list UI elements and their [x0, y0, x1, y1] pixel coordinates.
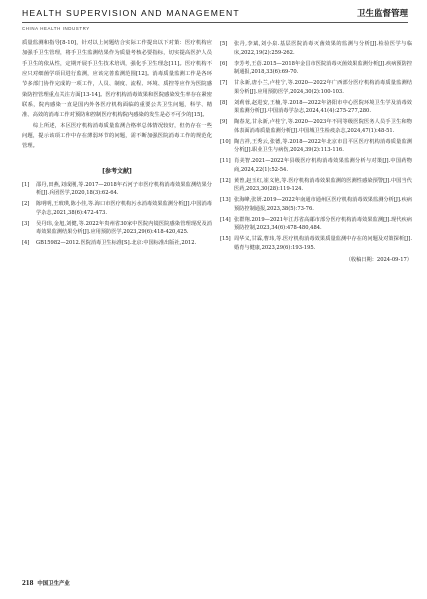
reference-item — [22, 239, 212, 248]
reference-list-right — [220, 40, 412, 252]
reference-number: [3] — [22, 220, 30, 227]
reference-text: 张海峰,张妍.2019—2022年南通市通州区医疗机构消毒效果监测分析[J].疾病预防控制通报,2023,38(5):73-76. — [234, 197, 412, 212]
reference-text: 陶春龙,甘永新,卢桂宁,等.2020—2023年不同等级医院医务人员手卫生和物体表面消毒质量监测分析[J].中国城卫生检疫杂志,2024,47(1):48-51. — [234, 119, 412, 134]
reference-number: [7] — [220, 80, 228, 86]
reference-number: [8] — [220, 99, 228, 106]
reference-item — [220, 216, 412, 233]
reference-number: [14] — [220, 216, 231, 223]
page-footer — [22, 578, 70, 587]
reference-item — [220, 177, 412, 194]
reference-number: [12] — [220, 177, 231, 184]
reference-text: 邵丹,田燕,刘成刚,等.2017—2018年石河子市医疗机构消毒效果监测结果分析[J].兵团医学,2020,18(3):62-64. — [36, 181, 212, 197]
page-number: 218 — [22, 578, 34, 587]
reference-text: 陶吉祥,王秀云,张德,等.2018—2022年北京市昌平区医疗机构消毒质量监测分析[J].职业卫生与病伤,2024,39(2):113-116. — [234, 138, 412, 154]
reference-text: 张群翔.2019—2021年江苏省高邮市部分医疗机构消毒效果监测[J].现代疾病预防控制,2023,34(6):478-480,484. — [234, 216, 412, 232]
reference-item — [220, 196, 412, 213]
reference-text: 吴丹玮,金旭,刘健,等.2022年贵州省30家中医院内镜医院感染管理现况及消毒效果监测结果分析[J].应用预防医学,2023,29(6):418-420,425. — [36, 220, 212, 236]
reference-number: [13] — [220, 197, 231, 203]
header-title-en: HEALTH SUPERVISION AND MANAGEMENT — [22, 8, 240, 18]
left-column — [22, 38, 212, 250]
reference-text: 甘永新,唐小兰,卢桂宁,等.2020—2022年广西部分医疗机构消毒质量监测结果分析[J].应用预防医学,2024,30(2):100-103. — [234, 80, 412, 95]
reference-number: [10] — [220, 138, 231, 145]
reference-number: [15] — [220, 236, 231, 242]
references-heading: [参考文献] — [102, 167, 132, 175]
right-column — [220, 40, 412, 263]
reference-number: [4] — [22, 240, 30, 247]
reference-item — [220, 99, 412, 116]
reference-item — [220, 40, 412, 57]
reference-item — [22, 220, 212, 237]
reference-item — [220, 79, 412, 96]
reference-item — [220, 60, 412, 77]
journal-name: 中国卫生产业 — [37, 581, 70, 587]
reference-item — [220, 235, 412, 252]
reference-item — [22, 181, 212, 198]
reference-text: 张丹,李斌,刘小泉.基层医院消毒灭菌效果的监测与分析[J].检验医学与临床,2022,19(2):259-262. — [234, 41, 412, 56]
reference-item — [220, 118, 412, 135]
reference-number: [9] — [220, 119, 228, 125]
body-paragraph: 质量监测和指导[8-10]，针对以上问题结合实际工作提出以下对策：医疗机构应加强手卫生管理，将手卫生监测结果作为质量考核必要指标，切实提高医护人员手卫生的依从性，定期开展手卫生技术培训，强化手卫生理念[11]。医疗机构不应只对细菌学项目进行监测，应该完善监测范围[12]。消毒质量监测工作是各环节多部门协作完成的一项工作，人员、制度、流程、环境、质控等应作为医院感染防控管理重点关注方面[13-14]。医疗机构消毒效果和医院感染发生率存在紧密联系，院内感染一直是国内外各医疗机构面临的重要公共卫生问题，科学、精准、高效的消毒工作对预防和控制医疗机构院内感染的发生是必不可少的[15]。 — [22, 40, 212, 119]
running-header — [22, 8, 408, 23]
reference-text: 陈明明,王玻瑛,陈小佳,等.海口市医疗机构污水消毒效果监测分析[J].中国消毒学杂志,2021,38(6):472-473. — [36, 201, 212, 216]
reference-list-left — [22, 181, 212, 248]
header-title-cn: 卫生监督管理 — [356, 9, 408, 19]
reference-number: [5] — [220, 41, 228, 47]
body-paragraph: 综上所述，本区医疗机构消毒质量监测合格率总体情况较好，但仍存在一些问题，提示该项工作中存在薄弱环节的问题，需不断加强医院消毒工作的规范化管理。 — [22, 122, 212, 150]
reference-text: 刘莉蓉,赵进安,王楠,等.2018—2022年洛阳市中心医院环境卫生学及消毒效果监测分析[J].中国消毒学杂志,2024,41(4):275-277,280. — [234, 99, 412, 115]
reference-number: [11] — [220, 158, 231, 164]
reference-text: 黄曾,赵玉红,崔义艳,等.医疗机构消毒效果监测的医测性感染预警[J].中国当代医药,2023,30(28):119-124. — [234, 177, 412, 193]
reference-number: [2] — [22, 201, 30, 208]
reference-text: 李芳考,王蓓.2015—2018年金昌市医院消毒灭菌效果监测分析[J].疾病预防控制通报,2018,33(6):69-70. — [234, 60, 412, 76]
reference-item — [22, 200, 212, 217]
reference-text: 周华义,甘霖,曹玮,等.医疗机构消毒效果质量监测中存在的问题及对策探析[J].婚育与健康,2023,29(6):193-195. — [234, 236, 412, 251]
reference-item — [220, 138, 412, 155]
reference-text: 肖美智.2021—2022年县级医疗机构消毒效果监测分析与对策[J].中国药物商,2024,22(1):52-54. — [234, 158, 412, 173]
reference-text: GB15982—2012.医院消毒卫生标准[S].北京:中国标准出版社,2012. — [36, 240, 197, 247]
reference-number: [6] — [220, 60, 228, 67]
reference-item — [220, 157, 412, 174]
header-subtitle: CHINA HEALTH INDUSTRY — [22, 26, 90, 31]
reference-number: [1] — [22, 181, 30, 188]
received-date: （收稿日期：2024-09-17） — [345, 257, 412, 264]
